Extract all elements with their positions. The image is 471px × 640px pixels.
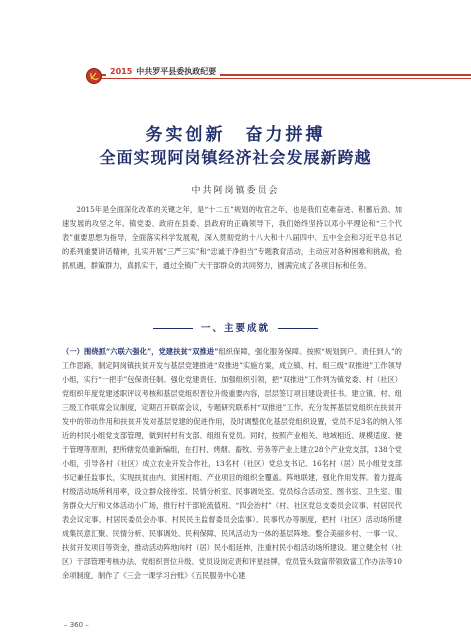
header-label: 中共罗平县委执政纪要 [136, 67, 217, 76]
article-title-line2: 全面实现阿岗镇经济社会发展新跨越 [99, 148, 372, 167]
section-heading [0, 320, 471, 334]
section-heading-text: 一、主要成就 [200, 323, 270, 334]
subsection-paragraph [62, 345, 402, 583]
running-header [0, 64, 471, 82]
subsection-body: 组织保障，强化服务保障。按照“规划到户、责任到人”的工作思路，制定阿岗镇扶贫开发与基层党建推进“双推进”实施方案，成立镇、村、组三级“双推进”工作领导小组，实行“一把手”包保责任制。强化党建责任、加强组织引领，把“双推进”工作列为镇党委、村（社区）党组织年度党建述职评议考核和基层党组织晋位升级重要内容，层层签订项目建设责任书。建立镇、村、组三级工作联席会议制度，定期召开联席会议，专题研究联系村“双推进”工作。充分发挥基层党组织在扶贫开发中的带动作用和扶贫开发对基层党建的促进作用，及时调整优化基层党组织设置，党员不足3名的纳入邻近的村民小组党支部管理，做到村村有支部、组组有党员。同时，按照产业相关、地域相近、规模适度、便于管理等原则，把所辖党员重新编组，在打村、烤烟、畜牧、劳务等产业上建立28个产业党支部，138个党小组，引导各村（社区）成立农业开发合作社，13名村（社区）党总支书记、16名村（居）民小组党支部书记兼任监事长，实现扶贫由内、贫困村组、产业项目的组织全覆盖。阵地联建，强化作用发挥。着力提高村级活动场所利用率，设立群众接待室、民情分析室、民事调处室、党员综合活动室、图书室、卫生室、服务群众大厅和文体活动小广场，推行村干部轮流值班、“四会治村”（村、社区党总支委员会议事、村居民代表会议定事、村居民委员会办事、村民民主监督委员会监事）、民事代办等制度，把村（社区）活动场所建成集民意汇聚、民情分析、民事调处、民利保障、民风活动为一体的基层阵地。整合美丽乡村、一事一议、扶贫开发项目等资金，推动活动阵地向村（居）民小组延伸，注重村民小组活动场所建设。建立健全村（社区）干部管理考核办法、党组织晋位升级、党员设岗定责和评星挂牌，党员管头致富带领致富工作办法等10余项制度，制作了《三会一课学习台账》《五民服务中心建 [62, 347, 402, 580]
intro-paragraph: 2015年是全面深化改革的关键之年，是“十二五”规划的收官之年，也是我们克难奋进、积蓄后劲、加速发展的攻坚之年。镇党委、政府在县委、县政府的正确领导下，我们始终坚持以邓小平理论和“三个代表”重要思想为指导，全面落实科学发展观，深入贯彻党的十八大和十八届四中、五中全会和习近平总书记的系列重要讲话精神，扎实开展“三严三实”和“忠诚干净担当”专题教育活动，主动应对各种困难和挑战，抢抓机遇，群策群力，真抓实干，通过全镇广大干部群众的共同努力，圆满完成了各项目标和任务。 [62, 205, 402, 270]
section-rule-left [153, 328, 193, 329]
article-title-line1: 务实创新 奋力拼搏 [145, 125, 326, 145]
header-rule-thin [92, 78, 471, 79]
section-rule-right [278, 328, 318, 329]
article-author: 中共阿岗镇委员会 [191, 186, 280, 196]
party-emblem-icon [86, 68, 102, 84]
header-text [106, 66, 220, 77]
header-year: 2015 [110, 67, 133, 76]
page-number: – 360 – [64, 621, 89, 629]
subsection-heading: （一）围绕抓“六联六强化”，党建扶贫“双推进” [62, 347, 219, 356]
